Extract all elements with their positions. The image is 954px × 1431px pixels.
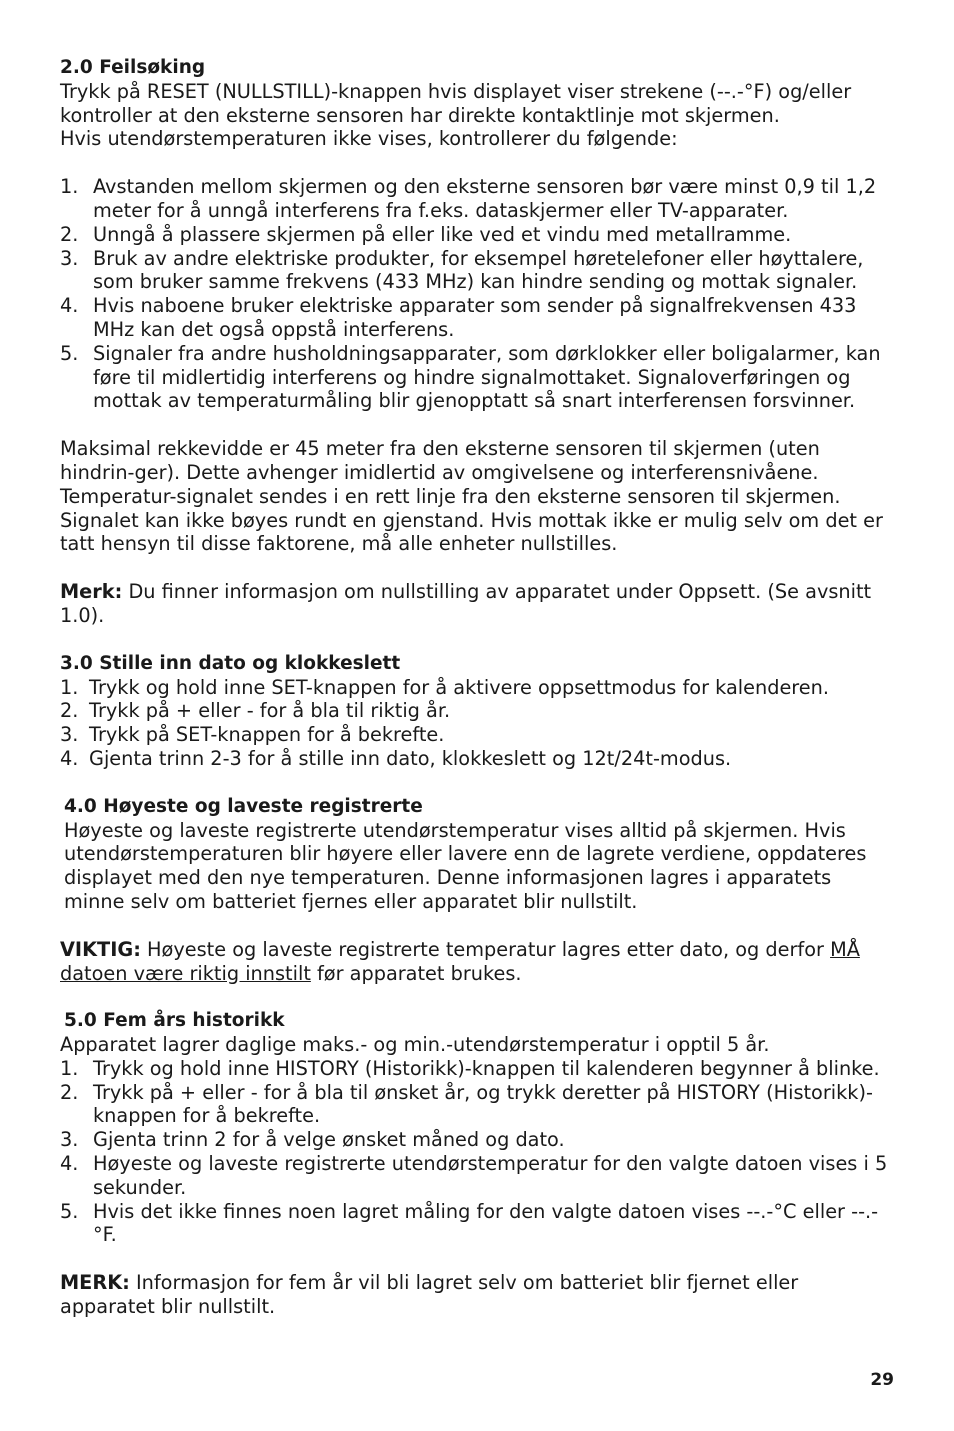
paragraph: Trykk på RESET (NULLSTILL)-knappen hvis displayet viser strekene (--.-°F) og/eller kontroller at den eksterne sensoren har direkte kontaktlinje mot skjermen. [60,79,852,127]
list-number: 4. [60,746,79,770]
list-number: 3. [60,723,79,747]
section-heading-date-time: 3.0 Stille inn dato og klokkeslett [60,652,401,674]
important-tail: før apparatet brukes. [310,961,522,985]
list-item-text: Gjenta trinn 2-3 for å stille inn dato, klokkeslett og 12t/24t-modus. [89,746,732,770]
page-number: 29 [870,1370,894,1390]
list-number: 3. [60,1128,79,1152]
section-heading-history: 5.0 Fem års historikk [64,1010,285,1032]
list-item-text: Trykk på SET-knappen for å bekrefte. [89,723,445,747]
list-item-text: Hvis naboene bruker elektriske apparater som sender på signalfrekvensen 433 MHz kan det også oppstå interferens. [93,294,857,341]
list-item [60,1128,896,1152]
list-item [60,1057,896,1081]
list-item [60,747,896,771]
list-item-text: Bruk av andre elektriske produkter, for eksempel høretelefoner eller høyttalere, som bruker samme frekvens (433 MHz) kan hindre sending og mottak signaler. [93,246,864,294]
list-number: 5. [60,1199,79,1223]
list-item [60,1152,896,1200]
list-item [60,223,896,247]
list-item [60,175,896,223]
list-item-text: Trykk og hold inne SET-knappen for å aktivere oppsettmodus for kalenderen. [89,675,830,699]
list-item [60,294,896,342]
list-item-text: Gjenta trinn 2 for å velge ønsket måned og dato. [93,1128,565,1152]
note-label: Merk: [60,580,123,604]
list-number: 1. [60,1056,79,1080]
list-item [60,676,896,700]
section-heading-troubleshooting: 2.0 Feilsøking [60,57,206,78]
history-list [60,1057,896,1247]
list-item-text: Hvis det ikke finnes noen lagret måling for den valgte datoen vises --.-°C eller --.-°F. [93,1199,879,1247]
note-paragraph [60,580,896,628]
note-label: MERK: [60,1271,130,1295]
list-item [60,342,896,413]
note-text: Informasjon for fem år vil bli lagret selv om batteriet blir fjernet eller apparatet blir nullstilt. [60,1271,799,1319]
list-number: 4. [60,294,79,318]
list-item [60,247,896,295]
list-item [60,1081,896,1129]
list-item-text: Signaler fra andre husholdningsapparater, som dørklokker eller boligalarmer, kan føre til midlertidig interferens og hindre signalmottaket. Signaloverføringen og mottak av temperaturmåling blir gjenopptatt så snart interferensen forsvinner. [93,341,881,413]
list-number: 3. [60,246,79,270]
section-high-low [60,795,896,914]
note-paragraph [60,1271,896,1319]
note-text: Du finner informasjon om nullstilling av apparatet under Oppsett. (Se avsnitt 1.0). [60,580,872,627]
important-paragraph [60,938,896,986]
date-time-list [60,676,896,771]
list-number: 2. [60,699,79,723]
list-number: 2. [60,222,79,246]
list-item-text: Trykk og hold inne HISTORY (Historikk)-knappen til kalenderen begynner å blinke. [93,1056,880,1080]
section-heading-high-low: 4.0 Høyeste og laveste registrerte [64,795,423,817]
list-item [60,723,896,747]
paragraph: Hvis utendørstemperaturen ikke vises, kontrollerer du følgende: [60,127,678,151]
list-item-text: Unngå å plassere skjermen på eller like ved et vindu med metallramme. [93,222,792,246]
list-number: 5. [60,341,79,365]
paragraph: Apparatet lagrer daglige maks.- og min.-utendørstemperatur i opptil 5 år. [60,1033,770,1057]
range-paragraph: Maksimal rekkevidde er 45 meter fra den eksterne sensoren til skjermen (uten hindrin-ger). Dette avhenger imidlertid av omgivelsene og interferensnivåene. Temperatur-signalet sendes i en rett linje fra den eksterne sensoren til skjermen. Signalet kan ikke bøyes rundt en gjenstand. Hvis mottak ikke er mulig selv om det er tatt hensyn til disse faktorene, må alle enheter nullstilles. [60,437,883,556]
list-item-text: Avstanden mellom skjermen og den eksterne sensoren bør være minst 0,9 til 1,2 meter for å unngå interferens fra f.eks. dataskjermer eller TV-apparater. [93,175,877,222]
paragraph: Høyeste og laveste registrerte utendørstemperatur vises alltid på skjermen. Hvis utendørstemperaturen blir høyere eller lavere enn de lagrete verdiene, oppdateres displayet med den nye temperaturen. Denne informasjonen lagres i apparatets minne selv om batteriet fjernes eller apparatet blir nullstilt. [64,818,867,913]
manual-page [60,56,896,1319]
list-item-text: Trykk på + eller - for å bla til ønsket år, og trykk deretter på HISTORY (Historikk)-knappen for å bekrefte. [93,1080,873,1128]
list-item-text: Høyeste og laveste registrerte utendørstemperatur for den valgte datoen vises i 5 sekunder. [93,1152,888,1199]
troubleshooting-list [60,175,896,413]
list-item-text: Trykk på + eller - for å bla til riktig år. [89,699,451,723]
list-item [60,699,896,723]
list-number: 4. [60,1152,79,1176]
important-label: VIKTIG: [60,937,141,961]
important-underline: MÅ datoen være riktig innstilt [60,937,860,985]
list-item [60,1200,896,1248]
list-number: 2. [60,1080,79,1104]
list-number: 1. [60,175,79,199]
important-text: Høyeste og laveste registrerte temperatur lagres etter dato, og derfor [140,937,831,961]
list-number: 1. [60,675,79,699]
